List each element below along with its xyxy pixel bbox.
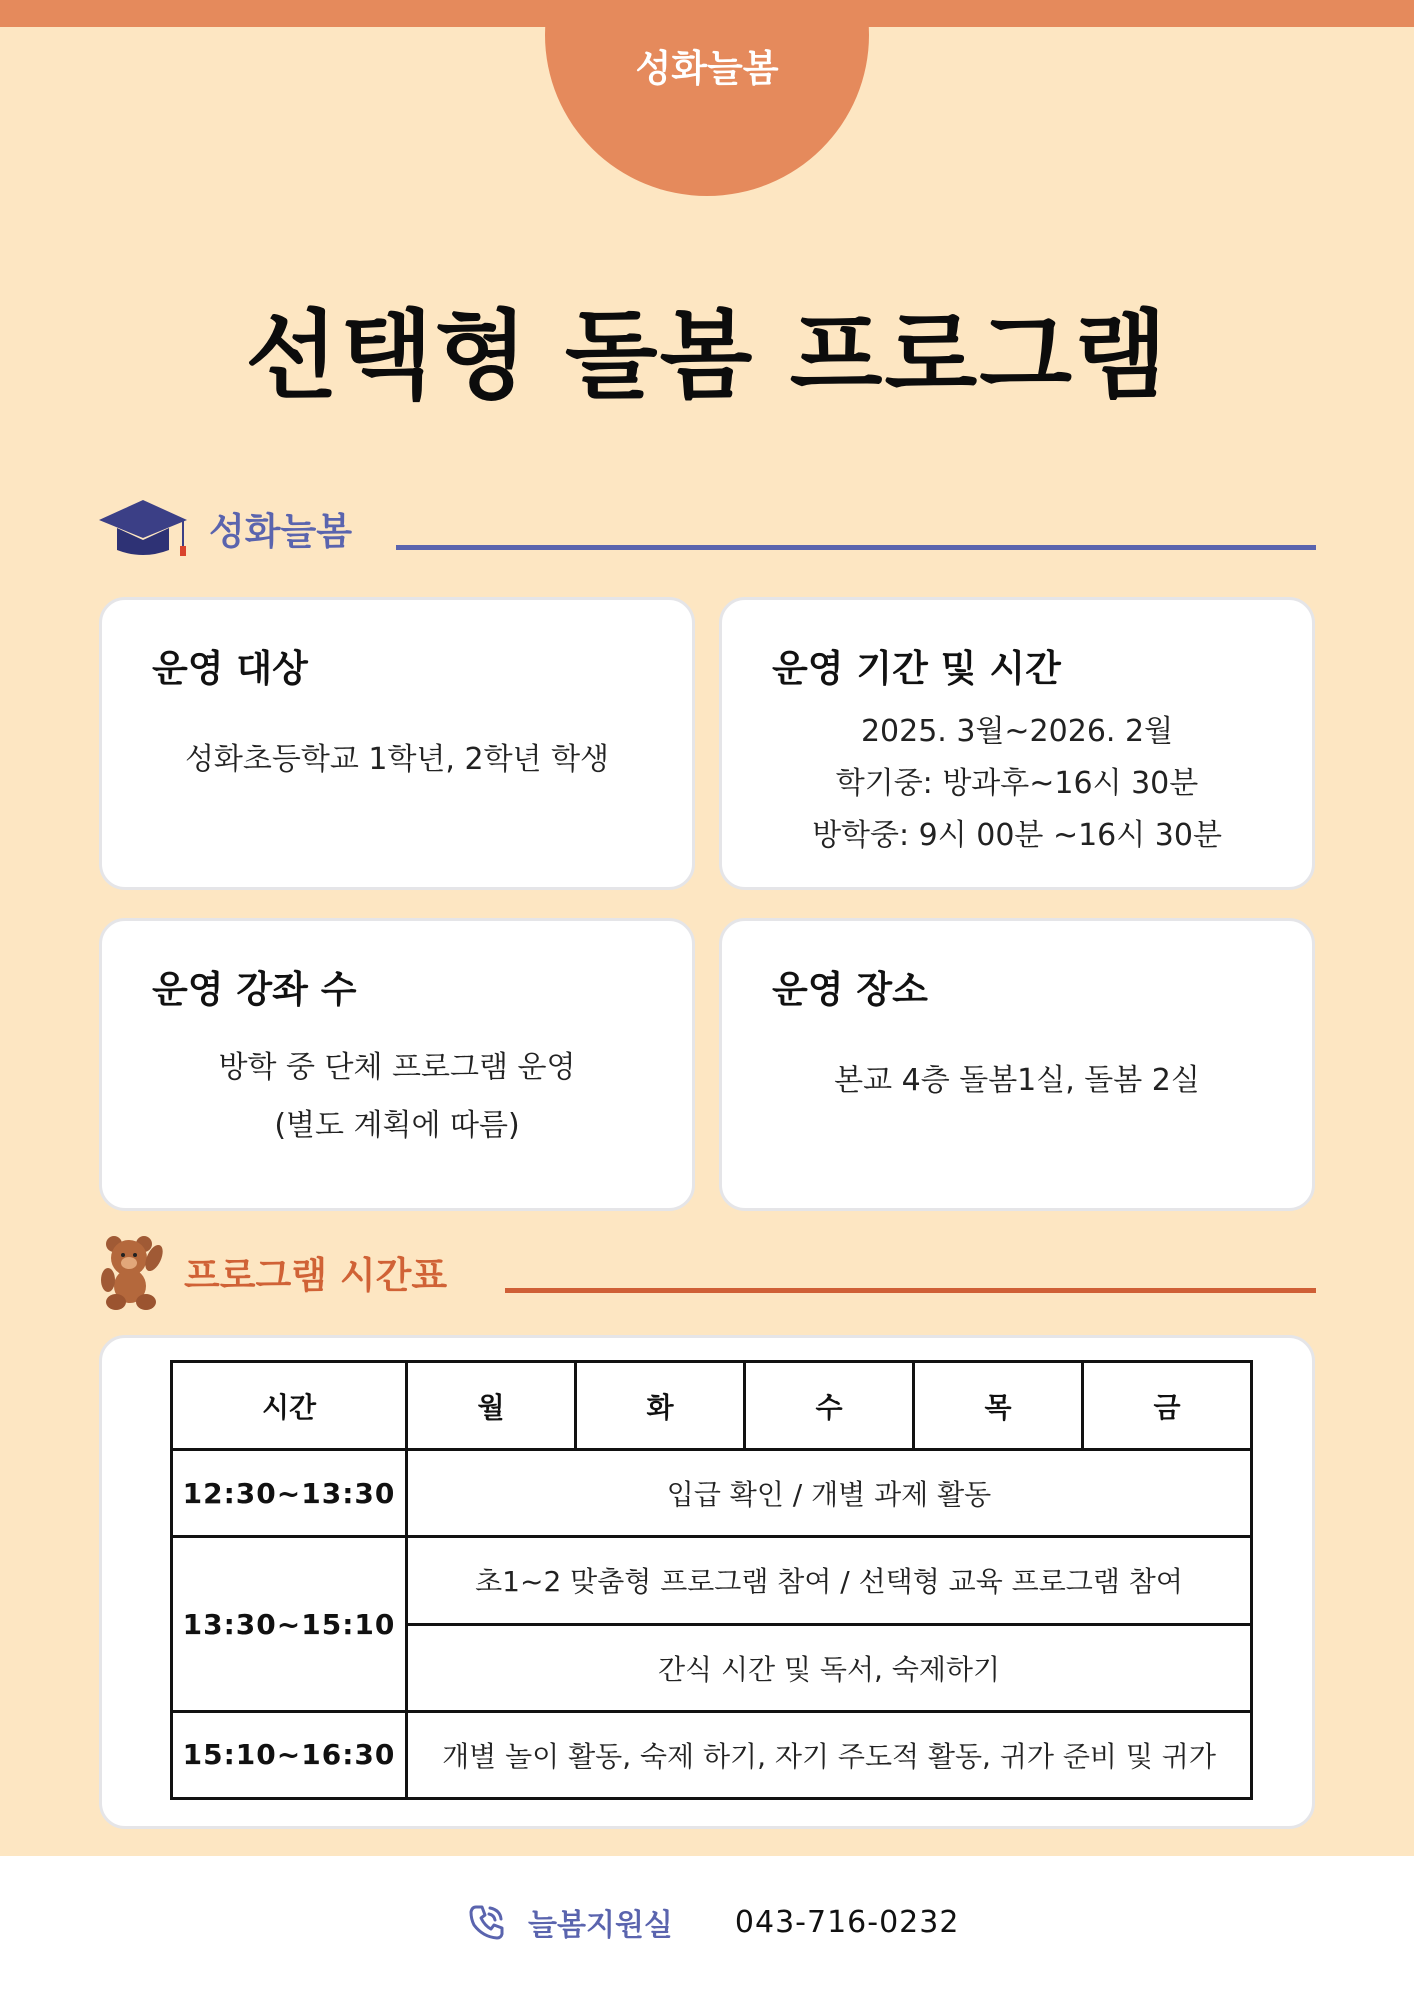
card-courses bbox=[99, 918, 695, 1211]
card-title: 운영 강좌 수 bbox=[152, 968, 357, 1011]
card-line: 성화초등학교 1학년, 2학년 학생 bbox=[184, 742, 610, 777]
top-badge-label: 성화늘봄 bbox=[635, 47, 779, 90]
section-header-info bbox=[97, 498, 352, 558]
section-divider-schedule bbox=[505, 1288, 1316, 1293]
column-header: 월 bbox=[407, 1362, 576, 1450]
section-label-info: 성화늘봄 bbox=[209, 510, 352, 553]
card-line: (별도 계획에 따름) bbox=[274, 1108, 520, 1143]
column-header: 화 bbox=[576, 1362, 745, 1450]
column-header: 금 bbox=[1083, 1362, 1252, 1450]
card-line: 방학중: 9시 00분 ~16시 30분 bbox=[812, 818, 1222, 853]
section-label-schedule: 프로그램 시간표 bbox=[184, 1254, 448, 1297]
card-line: 본교 4층 돌봄1실, 돌봄 2실 bbox=[834, 1063, 1200, 1098]
footer-contact bbox=[468, 1900, 959, 1944]
card-line: 방학 중 단체 프로그램 운영 bbox=[218, 1050, 576, 1085]
column-header: 목 bbox=[914, 1362, 1083, 1450]
card-title: 운영 장소 bbox=[772, 968, 928, 1011]
card-title: 운영 대상 bbox=[152, 647, 308, 690]
card-period bbox=[719, 597, 1315, 890]
card-body bbox=[102, 1039, 692, 1155]
table-row bbox=[172, 1450, 1252, 1537]
section-header-schedule bbox=[100, 1234, 447, 1310]
top-badge-circle bbox=[545, 0, 869, 196]
activity-cell: 입급 확인 / 개별 과제 활동 bbox=[407, 1450, 1252, 1537]
table-row bbox=[172, 1711, 1252, 1798]
table-header-row bbox=[172, 1362, 1252, 1450]
card-line: 학기중: 방과후~16시 30분 bbox=[835, 766, 1199, 801]
schedule-card bbox=[99, 1335, 1315, 1829]
time-cell: 13:30~15:10 bbox=[172, 1537, 407, 1712]
activity-cell: 간식 시간 및 독서, 숙제하기 bbox=[407, 1624, 1252, 1711]
card-target bbox=[99, 597, 695, 890]
card-line: 2025. 3월~2026. 2월 bbox=[860, 714, 1174, 749]
card-place bbox=[719, 918, 1315, 1211]
footer-phone[interactable]: 043-716-0232 bbox=[734, 1904, 960, 1940]
column-header: 시간 bbox=[172, 1362, 407, 1450]
section-divider-info bbox=[396, 545, 1316, 550]
time-cell: 15:10~16:30 bbox=[172, 1711, 407, 1798]
teddy-bear-icon bbox=[100, 1234, 164, 1310]
card-body bbox=[102, 734, 692, 786]
activity-cell: 개별 놀이 활동, 숙제 하기, 자기 주도적 활동, 귀가 준비 및 귀가 bbox=[407, 1711, 1252, 1798]
phone-icon bbox=[468, 1903, 506, 1941]
footer bbox=[0, 1856, 1414, 2000]
schedule-table bbox=[170, 1360, 1253, 1800]
time-cell: 12:30~13:30 bbox=[172, 1450, 407, 1537]
graduation-cap-icon bbox=[97, 498, 189, 558]
activity-cell: 초1~2 맞춤형 프로그램 참여 / 선택형 교육 프로그램 참여 bbox=[407, 1537, 1252, 1624]
column-header: 수 bbox=[745, 1362, 914, 1450]
card-body bbox=[722, 706, 1312, 862]
card-body bbox=[722, 1055, 1312, 1107]
footer-label: 늘봄지원실 bbox=[528, 1908, 673, 1943]
card-title: 운영 기간 및 시간 bbox=[772, 647, 1061, 690]
page-title: 선택형 돌봄 프로그램 bbox=[245, 300, 1169, 412]
table-row bbox=[172, 1537, 1252, 1624]
